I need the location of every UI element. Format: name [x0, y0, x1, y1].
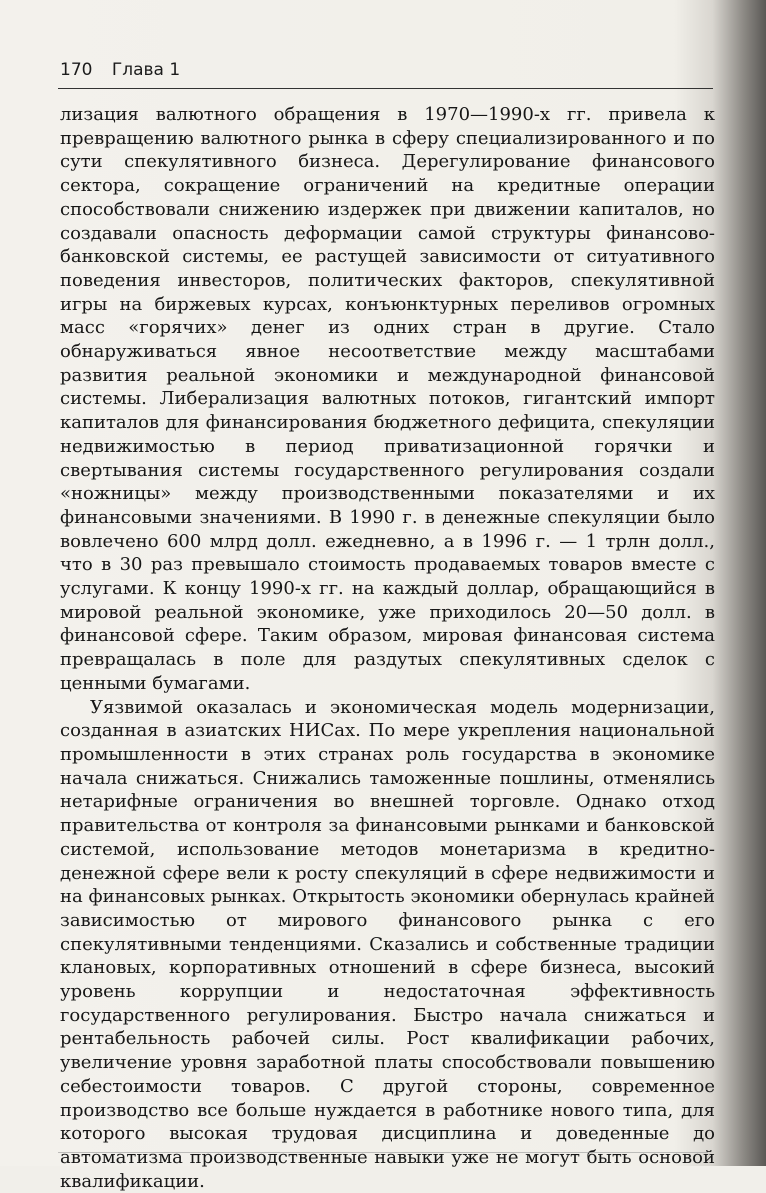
paragraph-continuation: лизация валютного обращения в 1970—1990-х гг. привела к превращению валютного рынка в сферу специализированного и по сути спекулятивного бизнеса. Дерегулирование финансового сектора, сокращение ограничений на кредитные операции способствовали снижению издержек при движении капиталов, но создавали опасность деформации самой структуры финансово-банковской системы, ее растущей зависимости от ситуативного поведения инвесторов, политических факторов, спекулятивной игры на биржевых курсах, конъюнктурных переливов огромных масс «горячих» денег из одних стран в другие. Стало обнаруживаться явное несоответствие между масштабами развития реальной экономики и международной финансовой системы. Либерализация валютных потоков, гигантский импорт капиталов для финансирования бюджетного дефицита, спекуляции недвижимостью в период приватизационной горячки и свертывания системы государственного регулирования создали «ножницы» между производственными показателями и их финансовыми значениями. В 1990 г. в денежные спекуляции было вовлечено 600 млрд долл. ежедневно, а в 1996 г. — 1 трлн долл., что в 30 раз превышало стоимость продаваемых товаров вместе с услугами. К концу 1990-х гг. на каждый доллар, обращающийся в мировой реальной экономике, уже приходилось 20—50 долл. в финансовой сфере. Таким образом, мировая финансовая система превращалась в поле для раздутых спекулятивных сделок с ценными бумагами. — [60, 104, 715, 694]
paragraph: Уязвимой оказалась и экономическая модель модернизации, созданная в азиатских НИСах. По мере укрепления национальной промышленности в этих странах роль государства в экономике начала снижаться. Снижались таможенные пошлины, отменялись нетарифные ограничения во внешней торговле. Однако отход правительства от контроля за финансовыми рынками и банковской системой, использование методов монетаризма в кредитно-денежной сфере вели к росту спекуляций в сфере недвижимости и на финансовых рынках. Открытость экономики обернулась крайней зависимостью от мирового финансового рынка с его спекулятивными тенденциями. Сказались и собственные традиции клановых, корпоративных отношений в сфере бизнеса, высокий уровень коррупции и недостаточная эффективность государственного регулирования. Быстро начала снижаться и рентабельность рабочей силы. Рост квалификации рабочих, увеличение уровня заработной платы способствовали повышению себестоимости товаров. С другой стороны, современное производство все больше нуждается в работнике нового типа, для которого высокая трудовая дисциплина и доведенные до автоматизма производственные навыки уже не могут быть основой квалификации. — [60, 696, 715, 1192]
body-text — [60, 103, 715, 1193]
page-bottom-line — [58, 1152, 708, 1153]
page-number: 170 — [60, 60, 93, 80]
header-rule — [58, 88, 713, 89]
running-header — [60, 60, 720, 86]
chapter-title: Глава 1 — [111, 60, 181, 80]
